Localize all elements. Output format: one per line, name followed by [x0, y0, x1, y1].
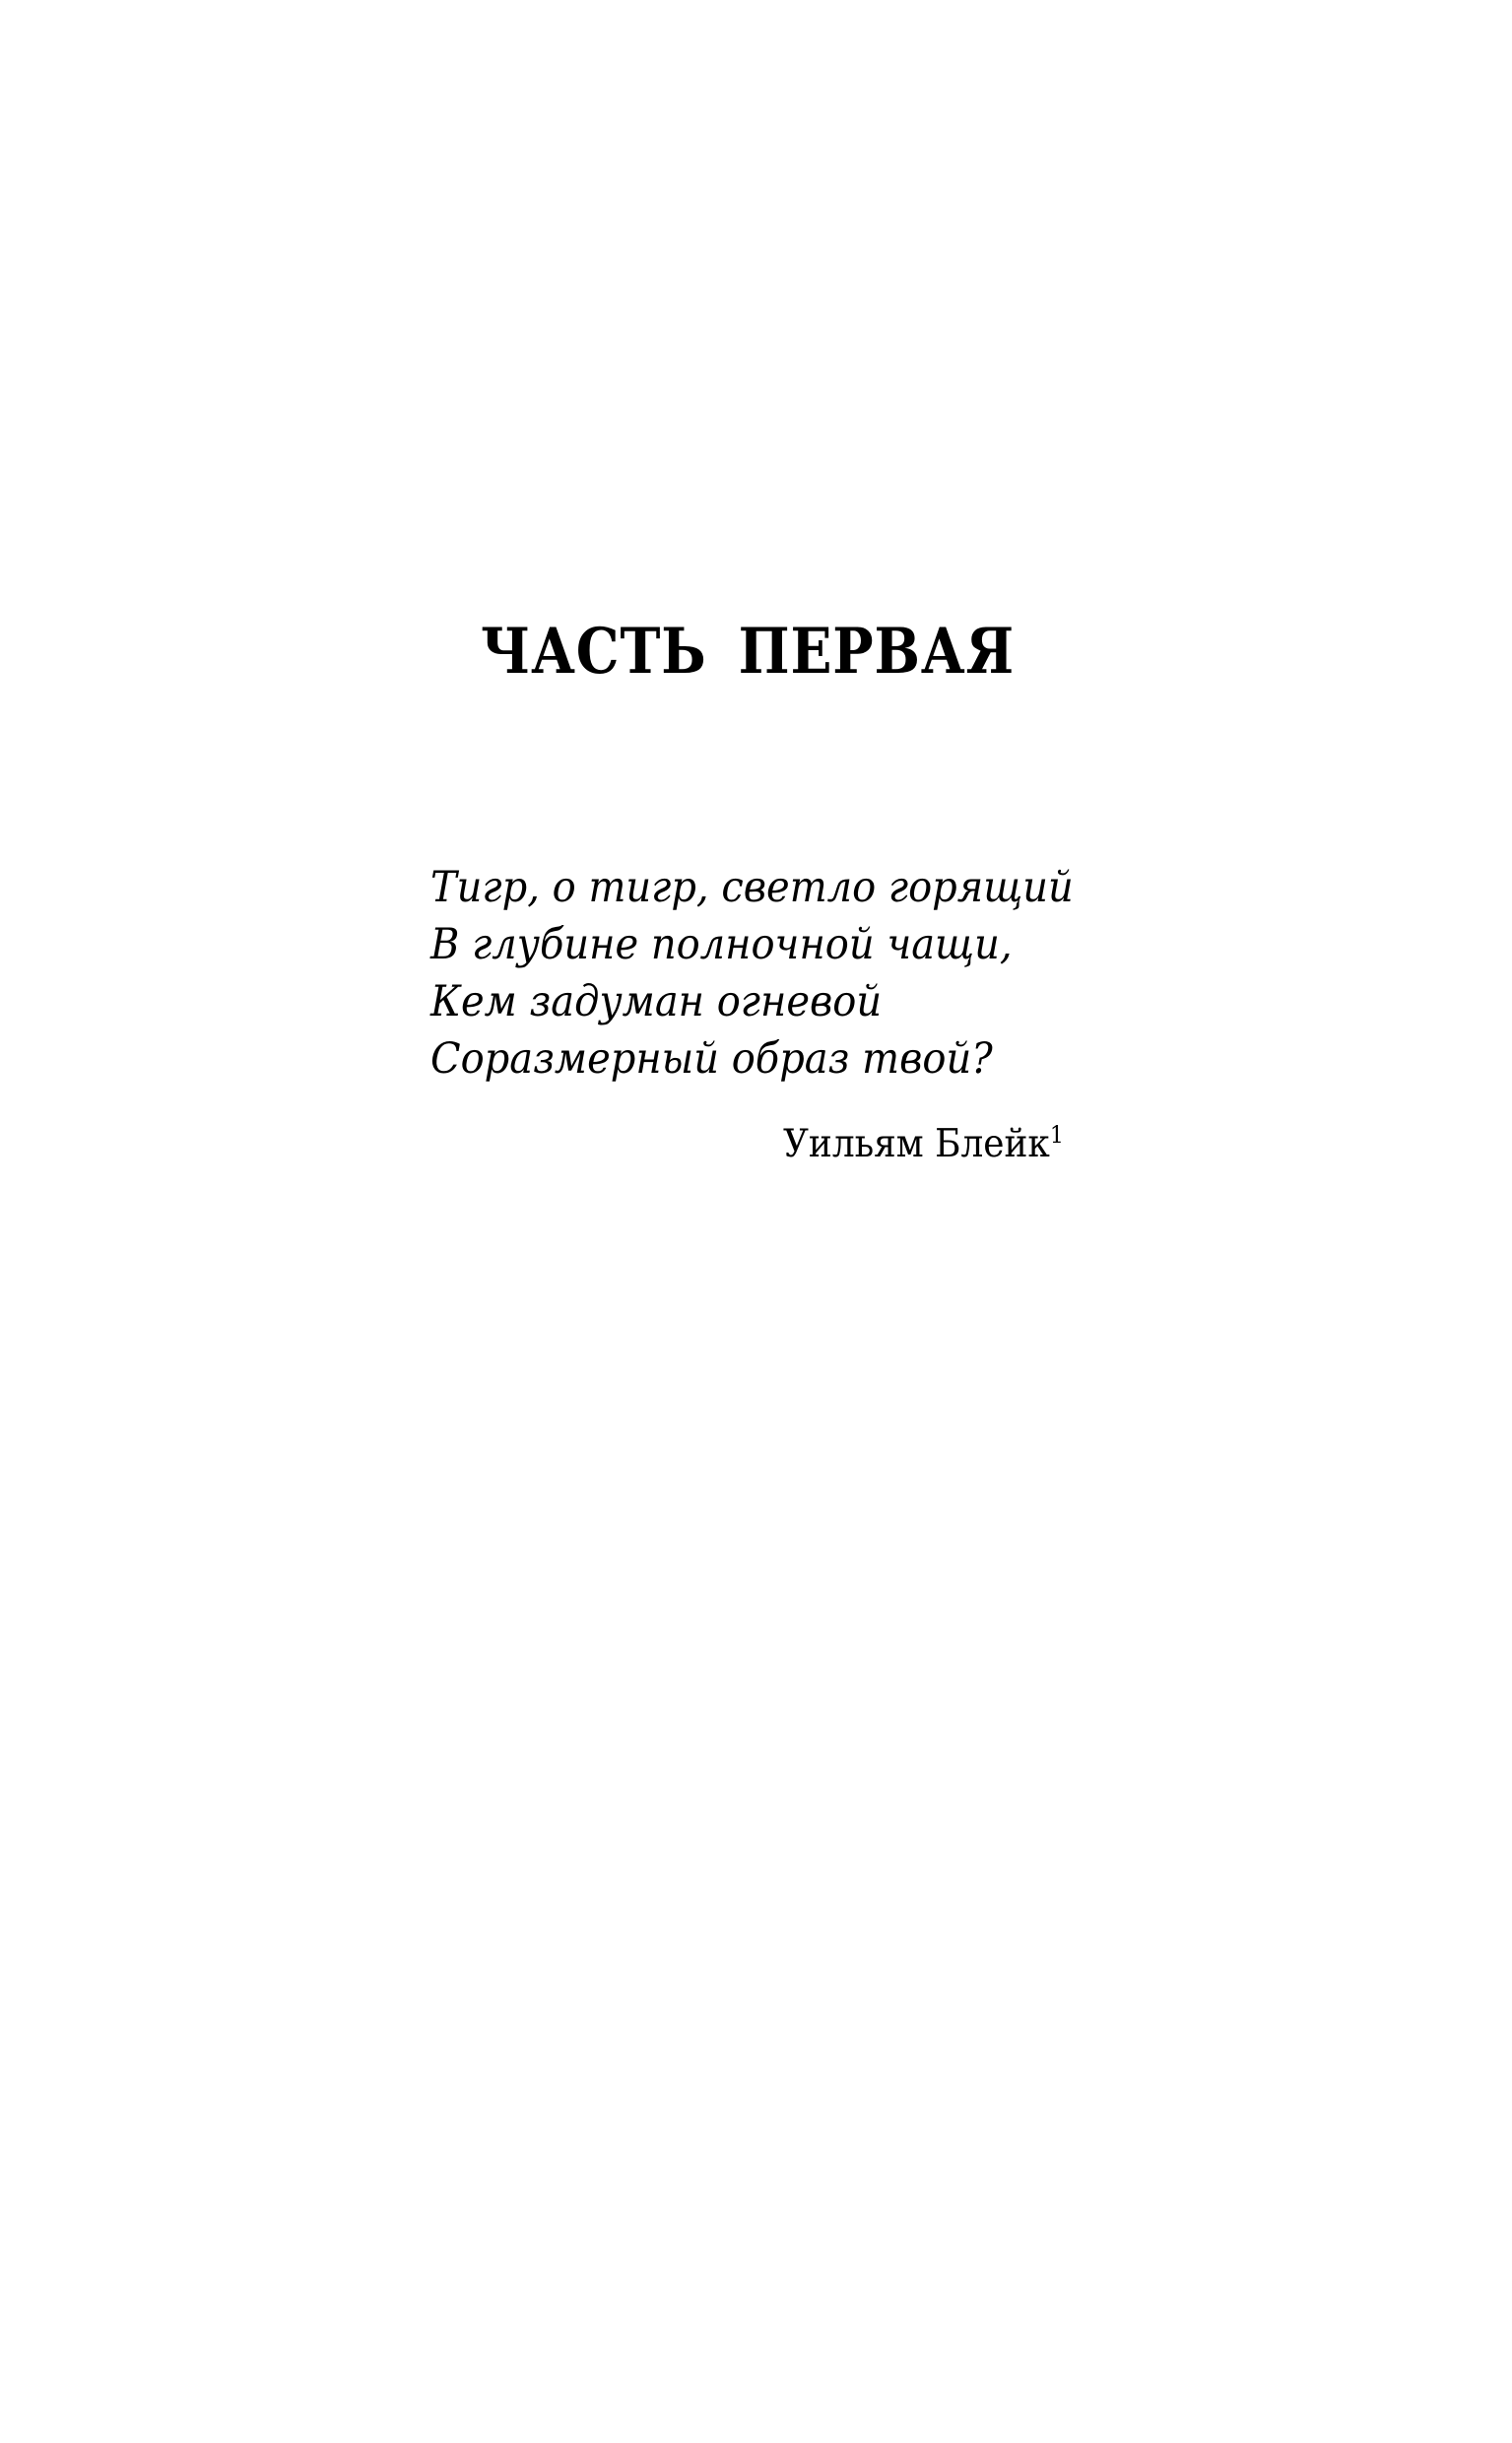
epigraph-author: Уильям Блейк — [783, 1122, 1050, 1166]
part-title: ЧАСТЬ ПЕРВАЯ — [481, 615, 1015, 689]
epigraph-verse — [430, 859, 1120, 1088]
verse-line: Кем задуман огневой — [430, 977, 883, 1026]
epigraph-attribution — [783, 1121, 1064, 1166]
verse-line: В глубине полночной чащи, — [430, 920, 1013, 969]
footnote-reference[interactable]: 1 — [1049, 1121, 1064, 1149]
verse-line: Тигр, о тигр, светло горящий — [430, 863, 1074, 912]
verse-line: Соразмерный образ твой? — [430, 1034, 993, 1084]
epigraph — [430, 859, 1120, 1088]
